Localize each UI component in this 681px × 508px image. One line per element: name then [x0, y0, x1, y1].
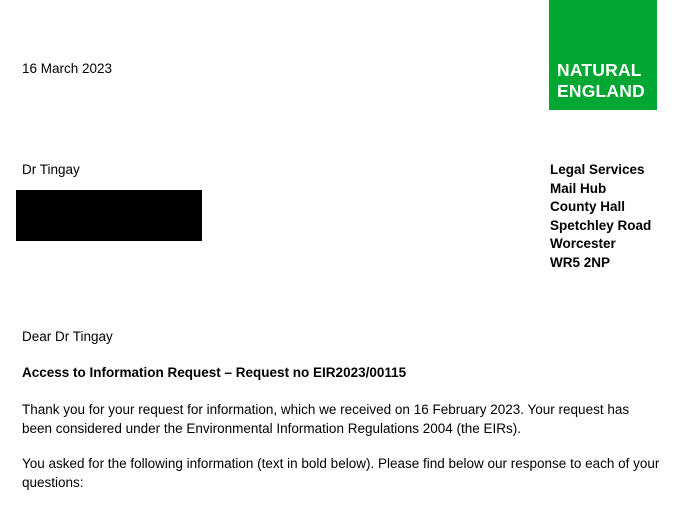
- sender-address-line: Mail Hub: [550, 180, 607, 196]
- sender-address-line: Worcester: [550, 236, 616, 251]
- redacted-address-block: [16, 190, 202, 241]
- body-paragraph: Thank you for your request for information, which we received on 16 February 2023. Your request has been considered under the Environmental Information Regulations 2004 (the EIRs).: [22, 402, 630, 436]
- subject-line: Access to Information Request – Request no EIR2023/00115: [22, 365, 407, 380]
- letter-body: [22, 328, 662, 508]
- sender-address-line: Spetchley Road: [550, 217, 652, 233]
- sender-address-line: County Hall: [550, 199, 626, 214]
- sender-address-line: Legal Services: [550, 162, 645, 177]
- recipient-name: Dr Tingay: [22, 162, 80, 177]
- logo-line-2: ENGLAND: [557, 81, 645, 101]
- sender-address: [550, 161, 651, 272]
- salutation: Dear Dr Tingay: [22, 329, 113, 344]
- body-paragraph: You asked for the following information (text in bold below). Please find below our response to each of your questions:: [22, 456, 660, 490]
- letter-date: 16 March 2023: [22, 61, 113, 76]
- sender-address-line: WR5 2NP: [550, 254, 611, 270]
- natural-england-logo: [549, 0, 657, 110]
- logo-line-1: NATURAL: [557, 60, 642, 80]
